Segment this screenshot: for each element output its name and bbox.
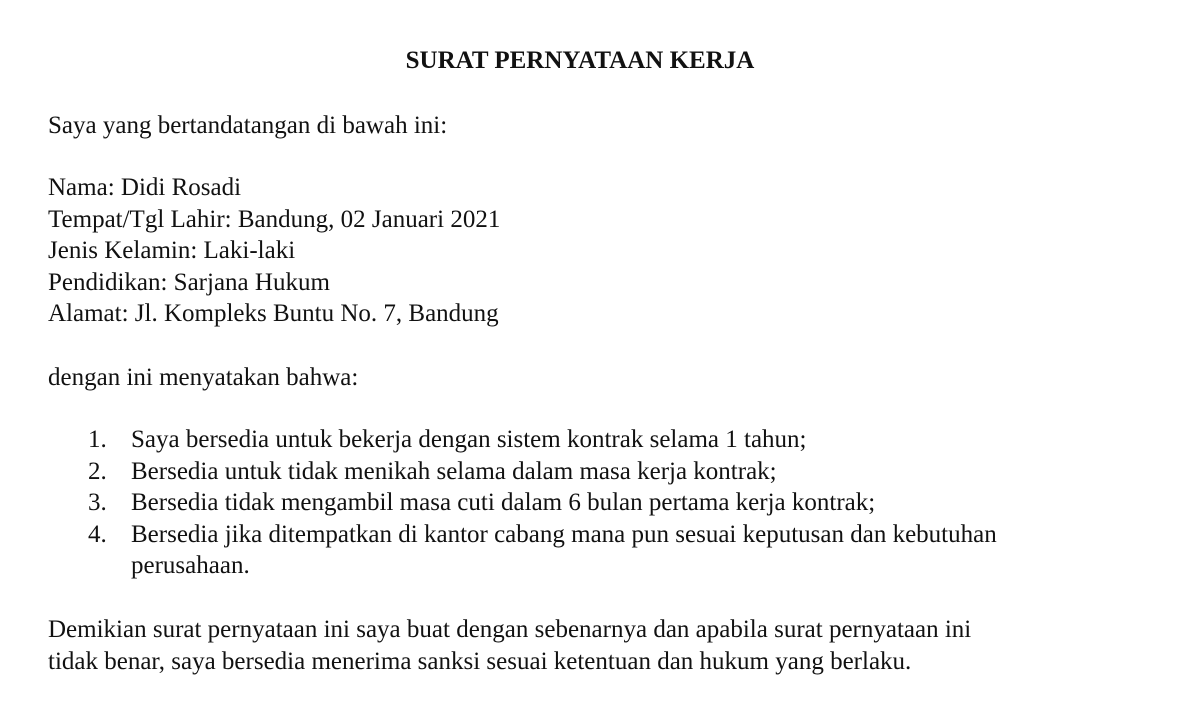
- identity-address: Alamat: Jl. Kompleks Buntu No. 7, Bandung: [48, 300, 499, 327]
- list-item-number: 3.: [88, 489, 107, 516]
- closing-paragraph: [48, 614, 1088, 677]
- statement-text: dengan ini menyatakan bahwa:: [48, 364, 359, 391]
- closing-line: tidak benar, saya bersedia menerima sanksi sesuai ketentuan dan hukum yang berlaku.: [48, 647, 912, 675]
- list-item: [48, 456, 1158, 488]
- list-item-text: Bersedia untuk tidak menikah selama dalam masa kerja kontrak;: [131, 457, 777, 485]
- list-item: [48, 519, 1158, 582]
- intro-text: Saya yang bertandatangan di bawah ini:: [48, 112, 448, 139]
- list-item-text: Saya bersedia untuk bekerja dengan sistem kontrak selama 1 tahun;: [131, 426, 807, 453]
- list-item-number: 2.: [88, 457, 107, 485]
- statement-points: [48, 424, 1158, 582]
- identity-list: [48, 172, 500, 330]
- list-item-number: 4.: [88, 520, 107, 548]
- identity-name: Nama: Didi Rosadi: [48, 174, 242, 201]
- list-item-number: 1.: [88, 426, 107, 453]
- document-page: [48, 0, 1158, 720]
- closing-line: Demikian surat pernyataan ini saya buat dengan sebenarnya dan apabila surat pernyataan ini: [48, 616, 972, 643]
- list-item: [48, 424, 1158, 456]
- identity-gender: Jenis Kelamin: Laki-laki: [48, 237, 296, 264]
- list-item-text: Bersedia jika ditempatkan di kantor cabang mana pun sesuai keputusan dan kebutuhan perusahaan.: [131, 520, 997, 579]
- identity-birth: Tempat/Tgl Lahir: Bandung, 02 Januari 2021: [48, 205, 501, 233]
- identity-education: Pendidikan: Sarjana Hukum: [48, 268, 330, 296]
- list-item-text: Bersedia tidak mengambil masa cuti dalam 6 bulan pertama kerja kontrak;: [131, 489, 876, 516]
- document-title: SURAT PERNYATAAN KERJA: [405, 47, 755, 74]
- list-item: [48, 487, 1158, 519]
